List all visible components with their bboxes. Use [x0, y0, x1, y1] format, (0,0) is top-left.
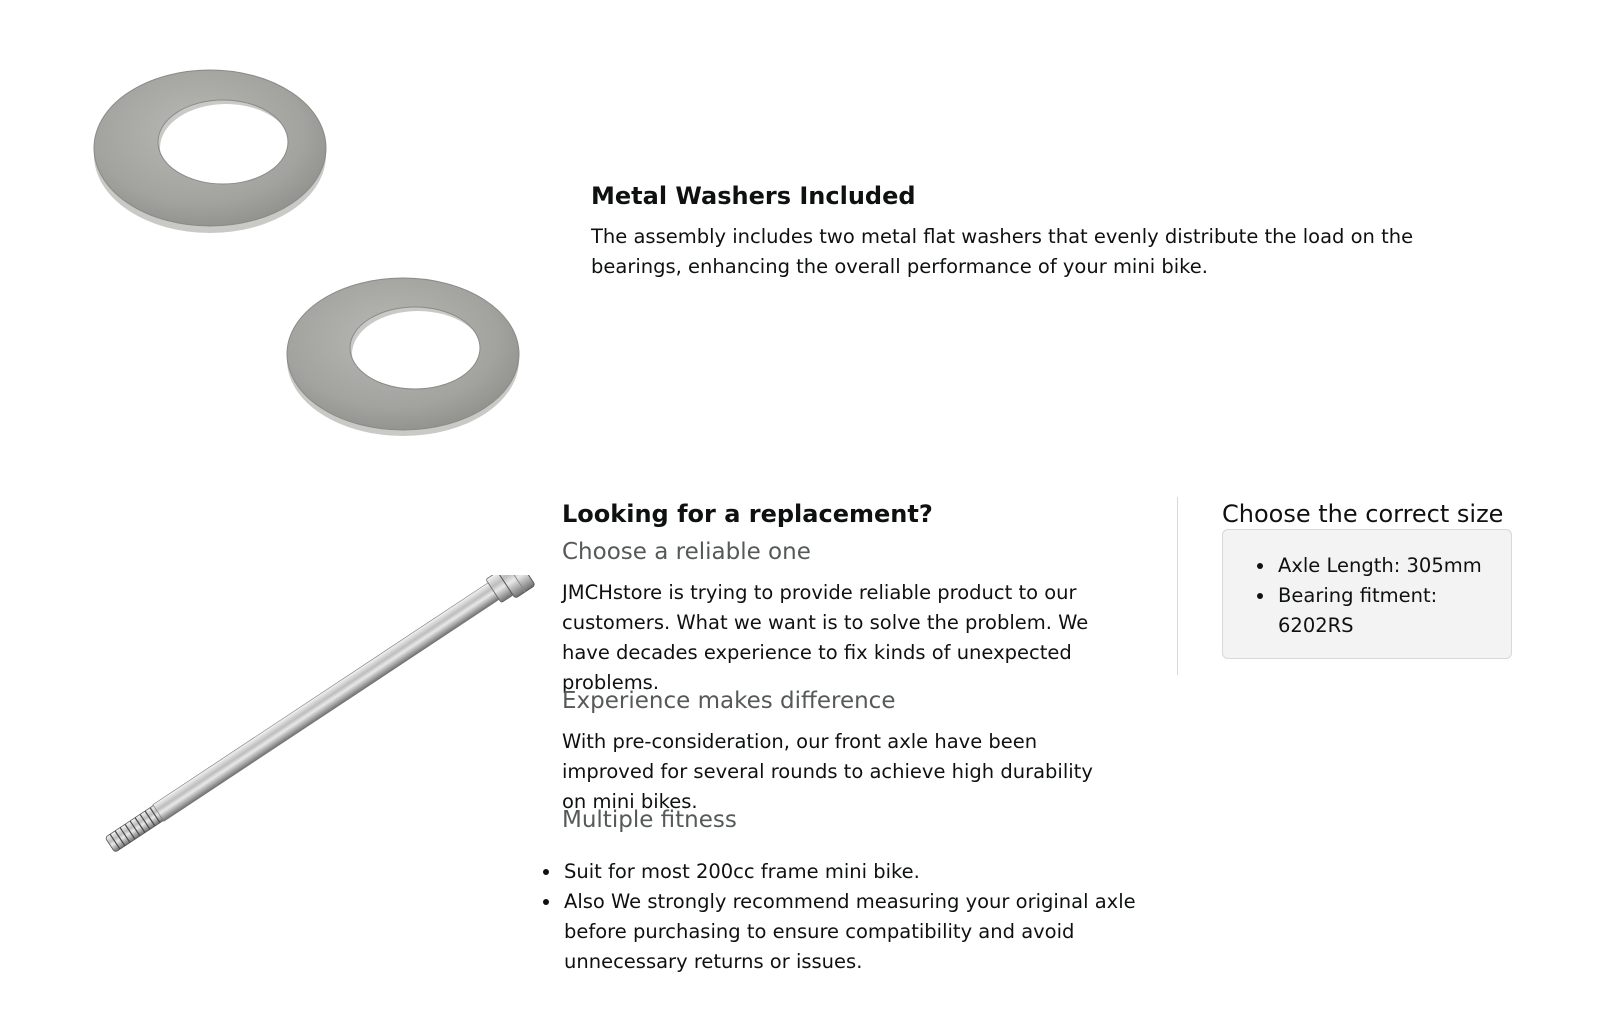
axle-shaft	[153, 581, 502, 821]
washers-description: The assembly includes two metal flat washers that evenly distribute the load on the bearings, enhancing the overall performance of your mini bike.	[591, 225, 1414, 278]
washer-2	[287, 278, 519, 436]
section-body-experience: With pre-consideration, our front axle have been improved for several rounds to achieve high durability on mini bikes.	[562, 730, 1093, 813]
size-spec-box	[1222, 529, 1512, 659]
section-heading-experience: Experience makes difference	[562, 688, 896, 714]
fitness-list	[537, 857, 1147, 977]
washers-title: Metal Washers Included	[591, 182, 916, 210]
section-heading-fitness: Multiple fitness	[562, 807, 737, 833]
metal-washers-image	[80, 55, 540, 455]
list-item: • Suit for most 200cc frame mini bike.	[562, 857, 1147, 887]
list-item: • Also We strongly recommend measuring your original axle before purchasing to ensure compatibility and avoid unnecessary returns or issues.	[562, 887, 1147, 977]
section-heading-reliable: Choose a reliable one	[562, 539, 811, 565]
size-spec-list	[1223, 530, 1511, 641]
spec-bearing-fitment: • Bearing fitment: 6202RS	[1276, 581, 1497, 641]
front-axle-image	[80, 575, 550, 885]
section-body-reliable: JMCHstore is trying to provide reliable product to our customers. What we want is to solve the problem. We have decades experience to fix kinds of unexpected problems.	[562, 581, 1089, 694]
replacement-title: Looking for a replacement?	[562, 500, 933, 528]
washer-1	[94, 70, 326, 233]
size-title: Choose the correct size	[1222, 500, 1504, 528]
spec-axle-length: • Axle Length: 305mm	[1276, 551, 1497, 581]
column-divider	[1177, 497, 1178, 675]
